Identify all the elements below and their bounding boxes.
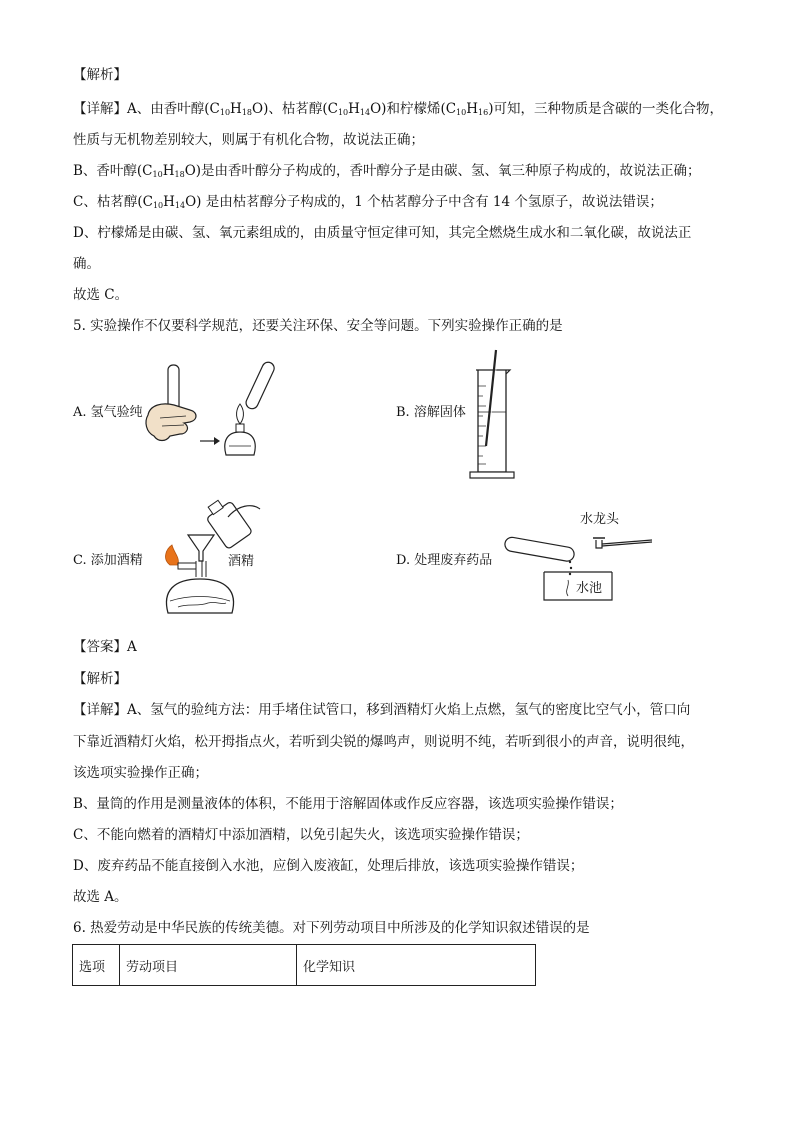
alcohol-label: 酒精 xyxy=(228,554,255,569)
option-a-label: A. 氢气验纯 xyxy=(73,405,143,420)
q4-detail-line-6: 确。 xyxy=(73,256,100,272)
q4-detail-line-3: B、香叶醇$(C_{10}H_{18}O)$是由香叶醇分子构成的，香叶醇分子是由碳、氢、氧三种原子构成的，故说法正确； xyxy=(73,163,701,179)
q4-choice: 故选 C。 xyxy=(73,287,129,303)
hydrogen-test-figure xyxy=(140,360,280,460)
q4-detail-line-2: 性质与无机物差别较大，则属于有机化合物，故说法正确； xyxy=(73,132,424,148)
q5-answer xyxy=(73,637,137,657)
q5-detail-line-1: 【详解】A、氢气的验纯方法：用手堵住试管口，移到酒精灯火焰上点燃，氢气的密度比空气小，管口向 xyxy=(73,702,691,718)
option-d-label: D. 处理废弃药品 xyxy=(396,553,493,568)
q4-detail-line-1: 【详解】A、由香叶醇$(C_{10}H_{18}O)$、枯茗醇$(C_{10}H_{14}O)$和柠檬烯$(C_{10}H_{16})$可知，三种物质是含碳的一类化合物， xyxy=(73,101,723,117)
q5-detail-line-4: B、量筒的作用是测量液体的体积，不能用于溶解固体或作反应容器，该选项实验操作错误； xyxy=(73,796,623,812)
q5-stem: 5. 实验操作不仅要科学规范，还要关注环保、安全等问题。下列实验操作正确的是 xyxy=(73,318,563,334)
q5-detail-line-3: 该选项实验操作正确； xyxy=(73,765,208,781)
table-header-task: 劳动项目 xyxy=(120,945,297,986)
q6-stem: 6. 热爱劳动是中华民族的传统美德。对下列劳动项目中所涉及的化学知识叙述错误的是 xyxy=(73,920,590,936)
answer-value: A xyxy=(127,639,137,655)
detail-tag: 【详解】 xyxy=(73,702,127,718)
q4-detail-line-4: C、枯茗醇$(C_{10}H_{14}O)$ 是由枯茗醇分子构成的，1 个枯茗醇分子中含有 14 个氢原子，故说法错误； xyxy=(73,194,663,210)
answer-tag: 【答案】 xyxy=(73,639,127,655)
analysis-tag: 【解析】 xyxy=(73,67,127,83)
q5-detail-line-6: D、废弃药品不能直接倒入水池，应倒入废液缸，处理后排放，该选项实验操作错误； xyxy=(73,858,584,874)
sink-label: 水池 xyxy=(576,581,603,596)
faucet-label: 水龙头 xyxy=(580,512,620,527)
q5-choice: 故选 A。 xyxy=(73,889,128,905)
q5-detail-line-5: C、不能向燃着的酒精灯中添加酒精，以免引起失火，该选项实验操作错误； xyxy=(73,827,529,843)
table-header-option: 选项 xyxy=(73,945,120,986)
option-b-label: B. 溶解固体 xyxy=(396,405,466,420)
q6-table xyxy=(72,944,536,986)
q5-analysis-tag: 【解析】 xyxy=(73,671,127,687)
detail-tag: 【详解】 xyxy=(73,101,127,117)
table-header-row xyxy=(73,945,536,986)
q4-detail-line-5: D、柠檬烯是由碳、氢、氧元素组成的，由质量守恒定律可知，其完全燃烧生成水和二氧化碳，故说法正 xyxy=(73,225,692,241)
q5-detail-line-2: 下靠近酒精灯火焰，松开拇指点火，若听到尖锐的爆鸣声，则说明不纯，若听到很小的声音，说明很纯， xyxy=(73,734,694,750)
table-header-knowledge: 化学知识 xyxy=(297,945,536,986)
graduated-cylinder-figure xyxy=(466,346,526,484)
option-c-label: C. 添加酒精 xyxy=(73,553,143,568)
